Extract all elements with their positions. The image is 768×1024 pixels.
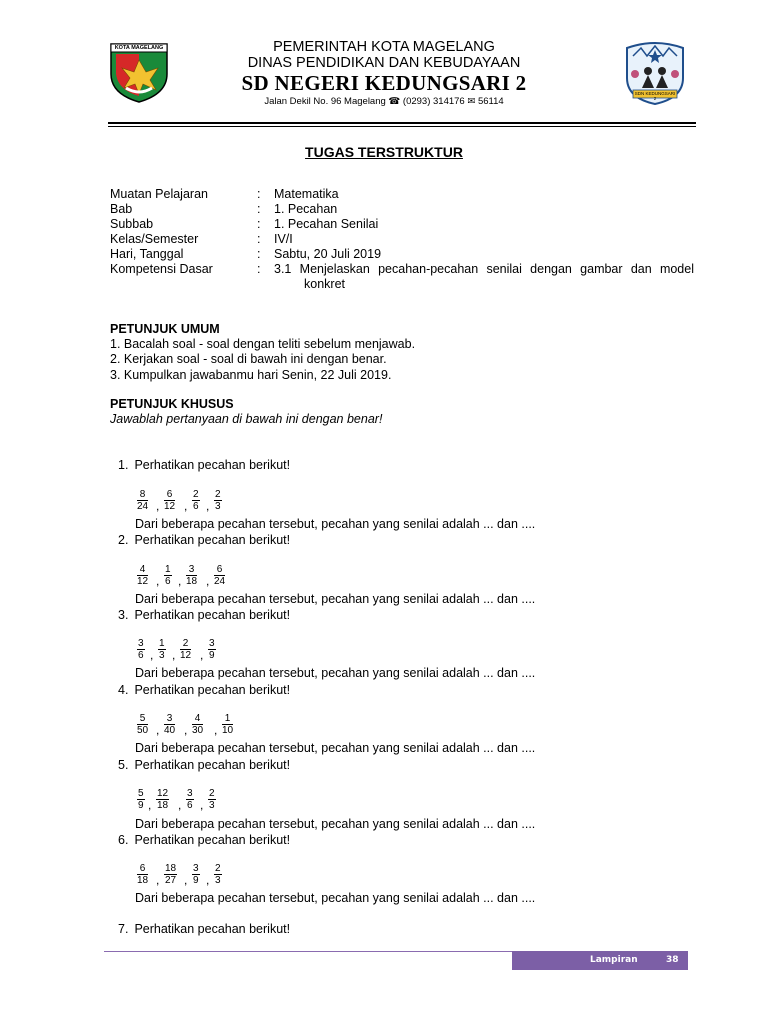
question-prompt — [118, 533, 290, 547]
info-colon: : — [257, 262, 261, 276]
fraction-numerator: 18 — [165, 863, 177, 874]
fraction — [164, 564, 172, 587]
fraction-numerator: 3 — [138, 638, 144, 649]
header-divider-thin — [108, 126, 696, 127]
question-text: Dari beberapa pecahan tersebut, pecahan yang senilai adalah ... dan .... — [135, 741, 536, 755]
fraction — [192, 713, 203, 736]
school-logo-label: SDN KEDUNGSARI 2 — [634, 91, 676, 101]
fraction — [137, 489, 148, 512]
question-prompt — [118, 608, 290, 622]
fraction — [186, 564, 197, 587]
school-name: SD NEGERI KEDUNGSARI 2 — [241, 71, 527, 95]
info-value: Matematika — [274, 187, 339, 201]
fraction — [164, 713, 175, 736]
fraction-numerator: 5 — [137, 713, 148, 725]
fraction-denominator: 6 — [165, 576, 171, 587]
header-divider — [108, 122, 696, 124]
question-number: 5. — [118, 758, 129, 772]
fraction — [208, 638, 216, 661]
info-colon: : — [257, 187, 261, 201]
fraction-separator: , — [148, 798, 152, 812]
info-colon: : — [257, 247, 261, 261]
petunjuk-umum-item: 1. Bacalah soal - soal dengan teliti sebelum menjawab. — [110, 337, 416, 351]
question-number: 7. — [118, 922, 129, 936]
fraction — [186, 788, 194, 811]
question-prompt — [118, 922, 290, 936]
fraction-denominator: 6 — [187, 800, 193, 811]
fraction-separator: , — [156, 499, 160, 513]
fraction-numerator: 3 — [187, 788, 193, 799]
fraction-denominator: 3 — [209, 800, 215, 811]
fraction-numerator: 1 — [165, 564, 171, 575]
info-label: Kelas/Semester — [110, 232, 199, 246]
question-text: Dari beberapa pecahan tersebut, pecahan yang senilai adalah ... dan .... — [135, 592, 536, 606]
petunjuk-umum-item: 2. Kerjakan soal - soal di bawah ini dengan benar. — [110, 352, 387, 366]
info-value: Sabtu, 20 Juli 2019 — [274, 247, 382, 261]
info-value: 1. Pecahan — [274, 202, 338, 216]
fraction-denominator: 18 — [186, 576, 198, 587]
question-text: Dari beberapa pecahan tersebut, pecahan yang senilai adalah ... dan .... — [135, 517, 536, 531]
fraction-separator: , — [184, 873, 188, 887]
fraction — [158, 638, 166, 661]
question-prompt — [118, 758, 290, 772]
fraction-numerator: 12 — [157, 788, 169, 799]
fraction-denominator: 10 — [222, 725, 234, 736]
page-title: TUGAS TERSTRUKTUR — [305, 144, 463, 160]
fraction-separator: , — [184, 499, 188, 513]
fraction-separator: , — [156, 574, 160, 588]
petunjuk-khusus-heading: PETUNJUK KHUSUS — [110, 397, 234, 411]
fraction-separator: , — [200, 798, 204, 812]
question-prompt-text: Perhatikan pecahan berikut! — [134, 683, 291, 697]
fraction — [214, 489, 222, 512]
fraction — [208, 788, 216, 811]
question-prompt-text: Perhatikan pecahan berikut! — [134, 608, 291, 622]
fraction-separator: , — [150, 648, 154, 662]
question-text: Dari beberapa pecahan tersebut, pecahan yang senilai adalah ... dan .... — [135, 666, 536, 680]
fraction — [137, 863, 148, 886]
school-address: Jalan Dekil No. 96 Magelang ☎ (0293) 314176 ✉ 56114 — [264, 96, 504, 107]
info-value: IV/I — [274, 232, 293, 246]
question-number: 3. — [118, 608, 129, 622]
fraction-numerator: 2 — [193, 489, 199, 500]
fraction-denominator: 18 — [137, 875, 149, 886]
petunjuk-umum-item: 3. Kumpulkan jawabanmu hari Senin, 22 Juli 2019. — [110, 368, 392, 382]
fraction-denominator: 18 — [157, 800, 169, 811]
info-label: Kompetensi Dasar — [110, 262, 213, 276]
question-number: 1. — [118, 458, 129, 472]
fraction — [164, 489, 175, 512]
petunjuk-khusus-instruction: Jawablah pertanyaan di bawah ini dengan benar! — [110, 412, 383, 426]
fraction-denominator: 12 — [164, 501, 176, 512]
fraction-separator: , — [178, 798, 182, 812]
fraction-numerator: 3 — [193, 863, 199, 874]
fraction-denominator: 40 — [164, 725, 176, 736]
fraction-separator: , — [184, 723, 188, 737]
footer-label: Lampiran — [590, 955, 638, 965]
info-value: 1. Pecahan Senilai — [274, 217, 379, 231]
fraction-numerator: 6 — [164, 489, 175, 501]
fraction-numerator: 6 — [214, 564, 225, 576]
page-number: 38 — [666, 955, 679, 965]
government-name: PEMERINTAH KOTA MAGELANG — [273, 39, 495, 55]
petunjuk-umum-heading: PETUNJUK UMUM — [110, 322, 220, 336]
fraction-separator: , — [214, 723, 218, 737]
question-text: Dari beberapa pecahan tersebut, pecahan yang senilai adalah ... dan .... — [135, 891, 536, 905]
fraction-denominator: 3 — [215, 875, 221, 886]
question-text: Dari beberapa pecahan tersebut, pecahan yang senilai adalah ... dan .... — [135, 817, 536, 831]
fraction-denominator: 30 — [192, 725, 204, 736]
fraction-numerator: 8 — [137, 489, 148, 501]
fraction-denominator: 27 — [165, 875, 177, 886]
info-label: Bab — [110, 202, 133, 216]
fraction-separator: , — [206, 574, 210, 588]
fraction-separator: , — [172, 648, 176, 662]
fraction — [137, 564, 148, 587]
fraction-numerator: 4 — [192, 713, 203, 725]
info-label: Muatan Pelajaran — [110, 187, 208, 201]
kompetensi-dasar-value: 3.1 Menjelaskan pecahan-pecahan senilai dengan gambar dan model — [274, 262, 694, 276]
fraction — [192, 863, 200, 886]
department-name: DINAS PENDIDIKAN DAN KEBUDAYAAN — [247, 55, 521, 71]
fraction — [222, 713, 233, 736]
kota-magelang-logo-label: KOTA MAGELANG — [114, 45, 164, 51]
fraction-separator: , — [178, 574, 182, 588]
fraction-numerator: 6 — [137, 863, 148, 875]
fraction-separator: , — [156, 873, 160, 887]
footer-bar — [512, 951, 688, 970]
info-colon: : — [257, 217, 261, 231]
fraction — [180, 638, 191, 661]
fraction-denominator: 3 — [215, 501, 221, 512]
info-label: Subbab — [110, 217, 154, 231]
fraction-denominator: 12 — [180, 650, 192, 661]
fraction-numerator: 3 — [164, 713, 175, 725]
fraction-numerator: 2 — [215, 863, 221, 874]
fraction-numerator: 3 — [209, 638, 215, 649]
fraction-denominator: 50 — [137, 725, 149, 736]
info-label: Hari, Tanggal — [110, 247, 184, 261]
fraction-numerator: 4 — [137, 564, 148, 576]
question-prompt-text: Perhatikan pecahan berikut! — [134, 922, 291, 936]
fraction — [214, 564, 225, 587]
question-number: 6. — [118, 833, 129, 847]
fraction-denominator: 24 — [137, 501, 149, 512]
fraction-separator: , — [206, 873, 210, 887]
kompetensi-dasar-value-cont: konkret — [304, 277, 345, 291]
fraction-numerator: 5 — [138, 788, 144, 799]
fraction-numerator: 2 — [215, 489, 221, 500]
fraction-numerator: 2 — [209, 788, 215, 799]
fraction-separator: , — [206, 499, 210, 513]
fraction — [164, 863, 177, 886]
fraction-separator: , — [156, 723, 160, 737]
fraction-denominator: 6 — [193, 501, 199, 512]
question-number: 4. — [118, 683, 129, 697]
fraction-denominator: 12 — [137, 576, 149, 587]
fraction — [137, 713, 148, 736]
fraction-numerator: 2 — [180, 638, 191, 650]
info-colon: : — [257, 232, 261, 246]
fraction-denominator: 3 — [159, 650, 165, 661]
fraction-denominator: 9 — [193, 875, 199, 886]
fraction — [137, 788, 145, 811]
fraction-denominator: 6 — [138, 650, 144, 661]
fraction — [192, 489, 200, 512]
fraction — [214, 863, 222, 886]
fraction-numerator: 1 — [222, 713, 233, 725]
fraction-numerator: 3 — [186, 564, 197, 576]
question-prompt-text: Perhatikan pecahan berikut! — [134, 758, 291, 772]
fraction-numerator: 1 — [159, 638, 165, 649]
question-prompt-text: Perhatikan pecahan berikut! — [134, 458, 291, 472]
question-prompt — [118, 458, 290, 472]
fraction-separator: , — [200, 648, 204, 662]
info-colon: : — [257, 202, 261, 216]
question-number: 2. — [118, 533, 129, 547]
fraction-denominator: 24 — [214, 576, 226, 587]
fraction — [137, 638, 145, 661]
question-prompt — [118, 683, 290, 697]
fraction-denominator: 9 — [138, 800, 144, 811]
fraction-denominator: 9 — [209, 650, 215, 661]
question-prompt-text: Perhatikan pecahan berikut! — [134, 833, 291, 847]
question-prompt-text: Perhatikan pecahan berikut! — [134, 533, 291, 547]
question-prompt — [118, 833, 290, 847]
fraction — [156, 788, 169, 811]
